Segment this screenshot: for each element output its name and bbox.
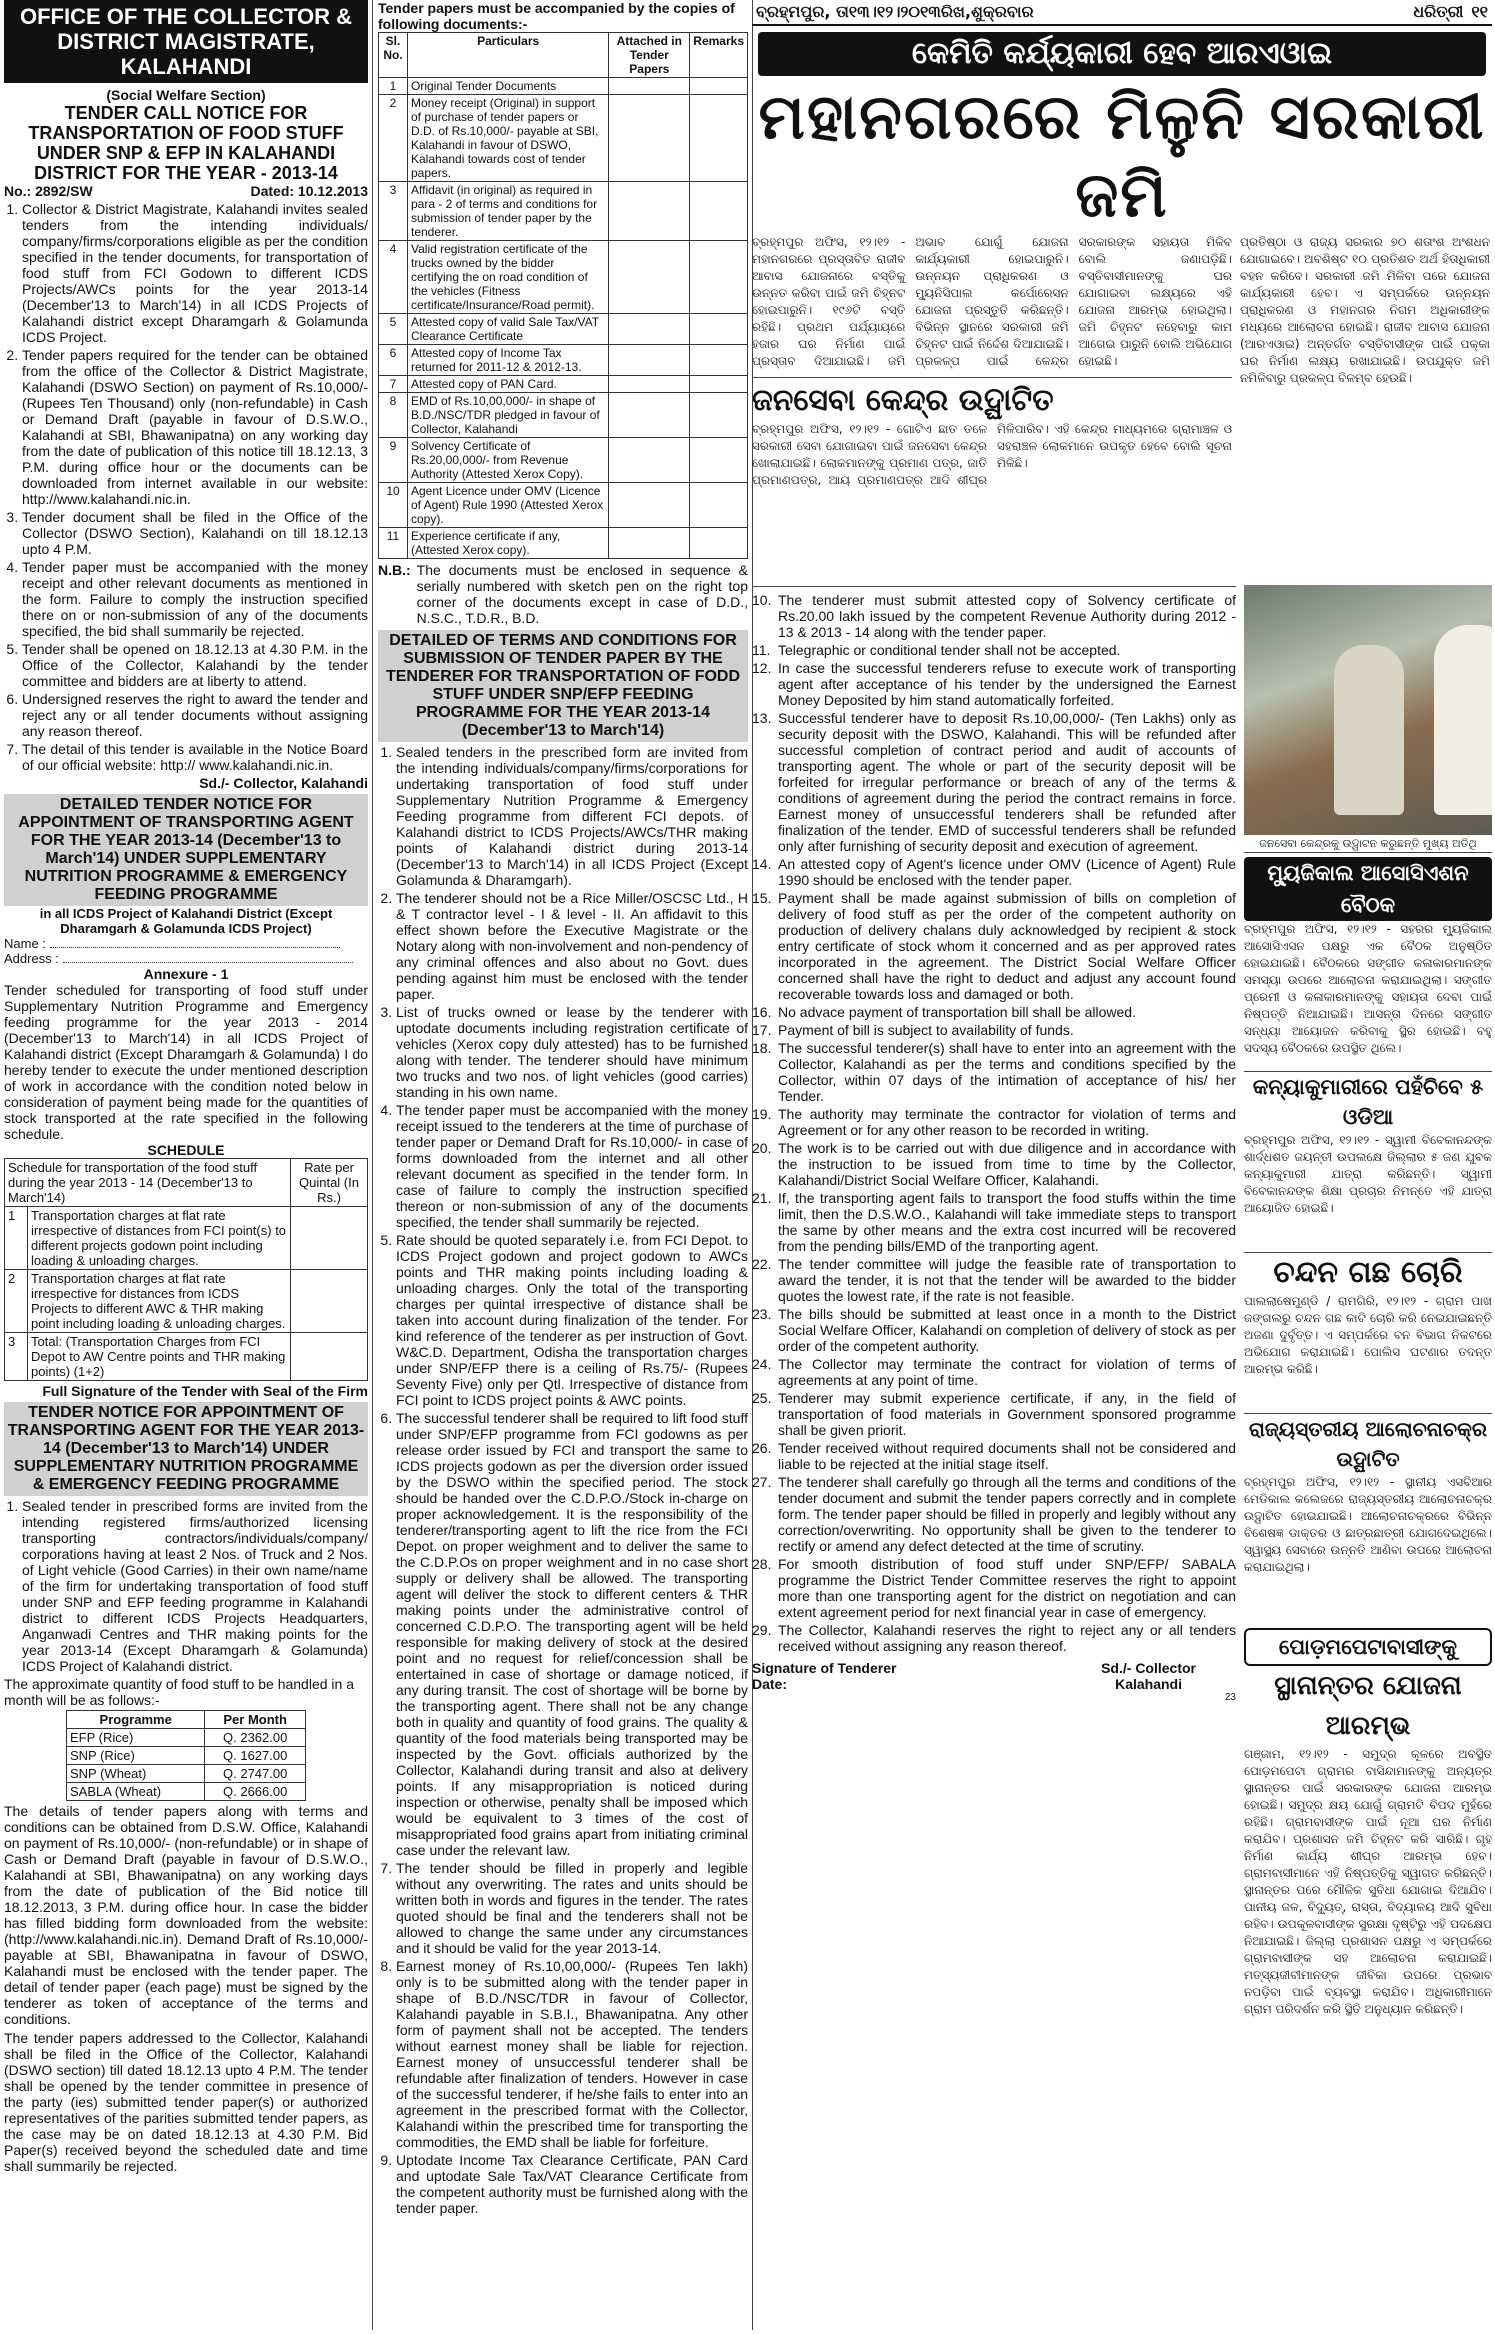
quantity-row	[67, 1783, 306, 1801]
side-body: ପ୍ରତିଷ୍ଠା ଓ ରାଜ୍ୟ ସରକାର ୭୦ ଶତାଂଶ ଅଂଶଧନ ଯୋଗାଇବେ। ଅବଶିଷ୍ଟ ୧୦ ପ୍ରତିଶତ ଅର୍ଥ ହିତାଧିକାରୀ ବହନ କରିବେ। ସରକାରୀ ଜମି ମିଳିବା ପରେ ଯୋଜନା କାର୍ଯ୍ୟକାରୀ ହେବ। ଏ ସମ୍ପର୍କରେ ଉନ୍ନୟନ ପ୍ରାଧିକରଣ ଓ ମହାନଗର ନିଗମ ଅଧିକାରୀଙ୍କ ମଧ୍ୟରେ ଆଲୋଚନା ହୋଇଛି। ରାଜୀବ ଆବାସ ଯୋଜନା (ଆରଏଓାଇ) ଅନ୍ତର୍ଗତ ବସ୍ତିବାସୀଙ୍କ ପାଇଁ ପକ୍କା ଘର ନିର୍ମାଣ ଲକ୍ଷ୍ୟ ରଖାଯାଇଛି। ଉପଯୁକ୍ତ ଜମି ନମିଳିବାରୁ ପ୍ରକଳ୍ପ ବିଳମ୍ବ ହେଉଛି।	[1240, 235, 1490, 385]
notice-item: 4. Tender paper must be accompanied with the money receipt and other relevant documents as mentioned in the form. Failure to comply the instruction specified there on or non-submission of any of the documents specified, the bid shall summarily be rejected.	[22, 559, 368, 639]
terms-item-number: 29.	[752, 1622, 772, 1638]
terms-item-text: No advace payment of transportation bill shall be allowed.	[778, 1004, 1136, 1020]
documents-row-remarks[interactable]	[690, 345, 748, 376]
masthead-right	[1413, 2, 1488, 22]
schedule-head-rate: Rate per Quintal (In Rs.)	[291, 1159, 368, 1207]
terms-item-continued	[752, 1440, 1236, 1472]
podam-body: ଗଞ୍ଜାମ, ୧୨।୧୨ - ସମୁଦ୍ର କୂଳରେ ଅବସ୍ଥିତ ପୋଡ଼ମପେଟା ଗ୍ରାମର ବାସିନ୍ଦାମାନଙ୍କୁ ଅନ୍ୟତ୍ର ସ୍ଥାନାନ୍ତର ପାଇଁ ସରକାରଙ୍କ ଯୋଜନା ଆରମ୍ଭ ହୋଇଛି। ସମୁଦ୍ର କ୍ଷୟ ଯୋଗୁଁ ଗ୍ରାମଟି ବିପଦ ମୁହଁରେ ରହିଛି। ଗ୍ରାମବାସୀଙ୍କ ପାଇଁ ନୂଆ ଘର ନିର୍ମାଣ କରାଯିବ। ପ୍ରଶାସନ ଜମି ଚିହ୍ନଟ କରି ସାରିଛି। ଗୃହ ନିର୍ମାଣ କାର୍ଯ୍ୟ ଶୀଘ୍ର ଆରମ୍ଭ ହେବ। ଗ୍ରାମବାସୀମାନେ ଏହି ନିଷ୍ପତ୍ତିକୁ ସ୍ୱାଗତ କରିଛନ୍ତି। ସ୍ଥାନାନ୍ତର ପରେ ମୌଳିକ ସୁବିଧା ଯୋଗାଇ ଦିଆଯିବ। ପାନୀୟ ଜଳ, ବିଦ୍ୟୁତ୍, ରାସ୍ତା, ବିଦ୍ୟାଳୟ ଆଦି ସୁବିଧା ରହିବ। ଉପକୂଳବାସୀଙ୍କ ସୁରକ୍ଷା ଦୃଷ୍ଟିରୁ ଏହି ପଦକ୍ଷେପ ନିଆଯାଇଛି। ଜିଲ୍ଲା ପ୍ରଶାସନ ପକ୍ଷରୁ ଏ ସମ୍ପର୍କରେ ଗ୍ରାମବାସୀଙ୍କ ସହ ଆଲୋଚନା କରାଯାଇଛି। ମତ୍ସ୍ୟଜୀବୀମାନଙ୍କ ଜୀବିକା ଉପରେ ପ୍ରଭାବ ନପଡ଼ିବା ପାଇଁ ବ୍ୟବସ୍ଥା କରାଯିବ। ଅଧିକାରୀମାନେ ଗ୍ରାମ ପରିଦର୍ଶନ କରି ସ୍ଥିତି ଅନୁଧ୍ୟାନ କରିଛନ୍ତି।	[1244, 1747, 1492, 2016]
documents-row-number: 2	[379, 95, 408, 182]
terms-item-continued	[752, 1556, 1236, 1620]
terms-item-continued	[752, 642, 1236, 658]
schedule-row-text: Total: (Transportation Charges from FCI Depot to AW Centre points and THR making points) (1+2)	[28, 1333, 291, 1381]
musical-headline: ମ୍ୟୁଜିକାଲ ଆସୋସିଏଶନ ବୈଠକ	[1244, 857, 1492, 921]
schedule-row-number: 1	[5, 1207, 28, 1270]
address-field[interactable]	[63, 962, 353, 963]
terms-item-number: 26.	[752, 1440, 772, 1456]
terms-item-text: The work is to be carried out with due diligence and in accordance with the instruction to be issued from time to time by the Collector, Kalahandi/District Social Welfare Officer, Kalahandi.	[778, 1140, 1236, 1188]
terms-item-number: 21.	[752, 1190, 772, 1206]
documents-row-number: 4	[379, 241, 408, 314]
name-line	[4, 936, 368, 951]
terms-item-continued	[752, 1256, 1236, 1304]
tender-signature	[752, 1660, 896, 1692]
documents-row-number: 3	[379, 182, 408, 241]
documents-row-text: Original Tender Documents	[408, 78, 609, 95]
documents-row-remarks[interactable]	[690, 528, 748, 559]
documents-row-text: Money receipt (Original) in support of purchase of tender papers or D.D. of Rs.10,000/- payable at SBI, Kalahandi in favour of DSWO, Kalahandi towards cost of tender papers.	[408, 95, 609, 182]
janaseva-headline: ଜନସେବା କେନ୍ଦ୍ର ଉଦ୍ଘାଟିତ	[752, 383, 1054, 418]
detailed-notice-title: DETAILED TENDER NOTICE FOR APPOINTMENT OF TRANSPORTING AGENT FOR THE YEAR 2013-14 (December'13 to March'14) UNDER SUPPLEMENTARY NUTRITION PROGRAMME & EMERGENCY FEEDING PROGRAMME	[4, 794, 368, 906]
documents-row-number: 8	[379, 393, 408, 438]
janaseva-body: ବ୍ରହ୍ମପୁର ଅଫିସ, ୧୨।୧୨ - ଗୋଟିଏ ଛାତ ତଳେ ସରକାରୀ ସେବା ଯୋଗାଇବା ପାଇଁ ଜନସେବା କେନ୍ଦ୍ର ଖୋଲାଯାଇଛି। ଲୋକମାନଙ୍କୁ ପ୍ରମାଣ ପତ୍ର, ଜାତି ପ୍ରମାଣପତ୍ର, ଆୟ ପ୍ରମାଣପତ୍ର ଆଦି ଶୀଘ୍ର ମିଳିପାରିବ। ଏହି କେନ୍ଦ୍ର ମାଧ୍ୟମରେ ଗ୍ରାମାଞ୍ଚଳ ଓ ସହରାଞ୍ଚଳ ଲୋକମାନେ ଉପକୃତ ହେବେ ବୋଲି ସୂଚନା ମିଳିଛି।	[752, 422, 1232, 487]
documents-row	[379, 528, 748, 559]
notice-items	[4, 201, 368, 773]
documents-row-attached[interactable]	[609, 393, 690, 438]
terms-item-number: 20.	[752, 1140, 772, 1156]
docs-head-remarks: Remarks	[690, 33, 748, 78]
terms-item-text: The tender committee will judge the feasible rate of transportation to award the tender, it is not that the tender will be awarded to the bidder quotes the lowest rate, if the rate is not feasible.	[778, 1256, 1236, 1304]
documents-row-remarks[interactable]	[690, 393, 748, 438]
office-title: OFFICE OF THE COLLECTOR & DISTRICT MAGISTRATE, KALAHANDI	[4, 0, 368, 83]
photo-caption: ଜନସେବା କେନ୍ଦ୍ରକୁ ଉଦ୍ଘାଟନ କରୁଛନ୍ତି ମୁଖ୍ୟ ଅତିଥି	[1244, 835, 1492, 853]
quantity-programme: SABLA (Wheat)	[67, 1783, 205, 1801]
terms-item: 5. Rate should be quoted separately i.e. from FCI Depot. to ICDS Project godown and project godown to AWCs points and THR making points including loading & unloading charges. Only the total of the transporting charges per quintal irrespective of distance shall be taken into account during finalization of the tender. For kind reference of the tenderer as per instruction of Govt. W&C.D. Department, Odisha the transportation charges under SNP/EFP there is a ceiling of Rs.75/- (Rupees Seventy Five) only per Qtl. Irrespective of distance from FCI point to ICDS project points & AWC points.	[396, 1232, 748, 1408]
approx-text: The approximate quantity of food stuff to be handled in a month will be as follows:-	[4, 1676, 354, 1708]
quantity-value: Q. 1627.00	[205, 1747, 306, 1765]
documents-row	[379, 345, 748, 376]
terms-item-continued	[752, 1306, 1236, 1354]
terms-item-number: 23.	[752, 1306, 772, 1322]
notice-item: 7. The detail of this tender is available in the Notice Board of our official website: http:// www.kalahandi.nic.in.	[22, 741, 368, 773]
terms-item-number: 19.	[752, 1106, 772, 1122]
second-notice-item: 1. Sealed tender in prescribed forms are invited from the intending registered firms/authorized licensing transporting contractors/individuals/company/ corporations having at least 2 Nos. of Truck and 2 Nos. of Light vehicle (Good Carries) in their own name/name of the firm for undertaking transportation of food stuff under SNP and EFP feeding programme in Kalahandi district to different ICDS Projects Headquarters, Anganwadi Centres and THR making points for the year 2013-14 (Except Dharamgarh & Golamunda) ICDS Project of Kalahandi district.	[22, 1498, 368, 1674]
terms-item-continued	[752, 592, 1236, 640]
terms-item-continued	[752, 1622, 1236, 1654]
documents-row	[379, 393, 748, 438]
terms-item: 3. List of trucks owned or lease by the tenderer with uptodate documents including registration certificate of vehicles (Xerox copy duly attested) has to be furnished along with tender. The tenderer should have minimum two trucks and two nos. of light vehicles (good carries) standing in his own name.	[396, 1004, 748, 1100]
terms-item: 4. The tender paper must be accompanied with the money receipt issued to the tenderers at the time of purchase of tender paper or Demand Draft for Rs.10,000/- in case of forms downloaded from the internet and all other relevant document as specified in the tender form. In case of failure to comply the instruction specified thereon or non-submission of any of the documents specified, the tender shall summarily be rejected.	[396, 1102, 748, 1230]
documents-row-number: 7	[379, 376, 408, 393]
documents-row-text: Solvency Certificate of Rs.20,00,000/- from Revenue Authority (Attested Xerox Copy).	[408, 438, 609, 483]
terms-item-number: 16.	[752, 1004, 772, 1020]
terms-item-number: 11.	[752, 642, 771, 658]
terms-item-number: 12.	[752, 660, 772, 676]
notice-item: 5. Tender shall be opened on 18.12.13 at 4.30 P.M. in the Office of the Collector, Kalahandi by the tender committee and bidders are at liberty to attend.	[22, 641, 368, 689]
quantity-programme: EFP (Rice)	[67, 1729, 205, 1747]
kanya-body: ବ୍ରହ୍ମପୁର ଅଫିସ, ୧୨।୧୨ - ସ୍ୱାମୀ ବିବେକାନନ୍ଦଙ୍କ ଶାର୍ଦ୍ଧଶତ ଜୟନ୍ତୀ ଉପଲକ୍ଷେ ଜିଲ୍ଲାର ୫ ଜଣ ଯୁବକ କନ୍ୟାକୁମାରୀ ଯାତ୍ରା କରିଛନ୍ତି। ସ୍ୱାମୀ ବିବେକାନନ୍ଦଙ୍କ ଶିକ୍ଷା ପ୍ରଚାର ନିମନ୍ତେ ଏହି ଯାତ୍ରା ଆୟୋଜିତ ହୋଇଛି।	[1244, 1133, 1492, 1215]
documents-row-remarks[interactable]	[690, 314, 748, 345]
nb-label: N.B.:	[378, 562, 411, 578]
name-label: Name :	[4, 936, 46, 951]
documents-row-attached[interactable]	[609, 376, 690, 393]
documents-row-text: Attested copy of valid Sale Tax/VAT Clearance Certificate	[408, 314, 609, 345]
documents-row	[379, 376, 748, 393]
terms-item-text: If, the transporting agent fails to transport the food stuffs within the time limit, then the D.S.W.O., Kalahandi will take immediate steps to transport the same by other means and the extra cost incurred will be recovered from the pending bills/EMD of the tranporting agent.	[778, 1190, 1236, 1254]
documents-row-number: 5	[379, 314, 408, 345]
annexure-title: Annexure - 1	[143, 966, 229, 982]
documents-row-remarks[interactable]	[690, 78, 748, 95]
terms-item-number: 13.	[752, 710, 772, 726]
documents-intro: Tender papers must be accompanied by the copies of following documents:-	[378, 0, 735, 32]
documents-row-remarks[interactable]	[690, 438, 748, 483]
terms-item-continued	[752, 1190, 1236, 1254]
schedule-row-number: 3	[5, 1333, 28, 1381]
documents-row-text: Attested copy of Income Tax returned for 2011-12 & 2012-13.	[408, 345, 609, 376]
documents-row-attached[interactable]	[609, 345, 690, 376]
lead-block	[752, 234, 1492, 582]
signature-place: Kalahandi	[1115, 1676, 1182, 1692]
lead-right	[1240, 234, 1490, 582]
docs-head-sl: Sl. No.	[379, 33, 408, 78]
terms-title: DETAILED OF TERMS AND CONDITIONS FOR SUBMISSION OF TENDER PAPER BY THE TENDERER FOR TRANSPORTATION OF FODD STUFF UNDER SNP/EFP FEEDING PROGRAMME FOR THE YEAR 2013-14 (December'13 to March'14)	[378, 630, 748, 742]
notice-item: 1. Collector & District Magistrate, Kalahandi invites sealed tenders from the intending individuals/ company/firms/corporations eligible as per the condition specified in the tender documents, for transportation of food stuff from FCI Godown to different ICDS Projects/AWCs points for the year 2013-14 (December'13 to March'14) in all ICDS Projects of Kalahandi district except Dharamgarh & Golamunda ICDS Project.	[22, 201, 368, 345]
collector-sign	[1101, 1660, 1196, 1692]
documents-row-attached[interactable]	[609, 241, 690, 314]
masthead-date: ବ୍ରହ୍ମପୁର, ତା୧୩।୧୨।୨୦୧୩ରିଖ,ଶୁକ୍ରବାର	[756, 2, 1034, 21]
middle-column	[374, 0, 753, 2330]
documents-row-number: 9	[379, 438, 408, 483]
terms-item-number: 14.	[752, 856, 772, 872]
notice-number: No.: 2892/SW	[4, 183, 93, 199]
news-right	[1244, 586, 1492, 2216]
schedule-row	[5, 1270, 368, 1333]
terms-item: 6. The successful tenderer shall be required to lift food stuff under SNP/EFP programme from FCI godowns as per release order issued by FCI and transport the same to ICDS projects godown as per the diversion order issued by the DSWO within the specified period. The stock should be handed over the C.D.P.O./Stock in-charge on proper acknowledgement. It is the responsibility of the tenderer/transporting agent to lift the rice from the FCI Depot. on proper weighment and to deliver the same to the C.D.P.Os on proper weighment and in no case short supply or delivery shall be allowed. The transporting agent will deliver the stock to different centers & THR making points under the administrative control of concerned C.D.P.O. The transporting agent will be held responsible for making delivery of stock at the desired point and no request for relief/concession shall be entertained in case of shortage or damage noticed, if any during transit. The cost of shortage will be borne by the transporting agent. There shall not be any change both in quality and quantity of food grains. The quality & quantity of the food materials being transported may be inspected by the Govt. officials authorized by the Collector, Kalahandi during transit and also at delivery points. If any misappropriation is noticed during inspection or otherwise, penalty shall be imposed which would be equivalent to 3 times of the cost of misappropriated food grains apart from initiating criminal case under the relevant law.	[396, 1410, 748, 1858]
notice-item: 6. Undersigned reserves the right to award the tender and reject any or all tender documents without assigning any reason thereof.	[22, 691, 368, 739]
terms-item-text: The Collector, Kalahandi reserves the right to reject any or all tenders received without assigning any reason thereof.	[778, 1622, 1236, 1654]
musical-body: ବ୍ରହ୍ମପୁର ଅଫିସ, ୧୨।୧୨ - ସହରର ମ୍ୟୁଜିକାଲ ଆସୋସିଏସନ ପକ୍ଷରୁ ଏକ ବୈଠକ ଅନୁଷ୍ଠିତ ହୋଇଯାଇଛି। ବୈଠକରେ ସଙ୍ଗୀତ କଳାକାରମାନଙ୍କ ସମସ୍ୟା ଉପରେ ଆଲୋଚନା କରାଯାଇଥିଲା। ସଙ୍ଗୀତ ପ୍ରେମୀ ଓ କଳାକାରମାନଙ୍କୁ ସହାୟତା ଦେବା ପାଇଁ ନିଷ୍ପତ୍ତି ନିଆଯାଇଛି। ଆସନ୍ତା ଦିନରେ ସଙ୍ଗୀତ ସନ୍ଧ୍ୟା ଆୟୋଜନ କରିବାକୁ ସ୍ଥିର ହୋଇଛି। ବହୁ ସଦସ୍ୟ ବୈଠକରେ ଉପସ୍ଥିତ ଥିଲେ।	[1244, 922, 1492, 1055]
tender-continued	[752, 586, 1236, 2216]
terms-item-number: 17.	[752, 1022, 772, 1038]
documents-row-remarks[interactable]	[690, 241, 748, 314]
page-number: ୧୧	[1471, 2, 1488, 21]
terms-item: 9. Uptodate Income Tax Clearance Certificate, PAN Card and uptodate Sale Tax/VAT Clearance Certificate from the competent authority must be furnished along with the tender paper.	[396, 2152, 748, 2216]
terms-item-text: An attested copy of Agent's licence under OMV (Licence of Agent) Rule 1990 should be enclosed with the tender paper.	[778, 856, 1236, 888]
documents-row-attached[interactable]	[609, 78, 690, 95]
terms-item-number: 18.	[752, 1040, 772, 1056]
terms-item-text: The successful tenderer(s) shall have to enter into an agreement with the Collector, Kalahandi as per the terms and conditions specified by the Collector, within 07 days of the intimation of acceptance of his/ her Tender.	[778, 1040, 1236, 1104]
documents-row-remarks[interactable]	[690, 376, 748, 393]
nb-text: The documents must be enclosed in sequence & serially numbered with sketch pen on the right top corner of the documents except in case of D.D., N.S.C., T.D.R., B.D.	[416, 562, 748, 626]
collector-signature: Sd./- Collector, Kalahandi	[199, 775, 368, 791]
terms-item-text: Payment of bill is subject to availability of funds.	[778, 1022, 1074, 1038]
schedule-head-desc: Schedule for transportation of the food stuff during the year 2013 - 14 (December'13 to March'14)	[5, 1159, 291, 1207]
lower-block	[752, 586, 1492, 2216]
section-label: (Social Welfare Section)	[106, 87, 266, 103]
terms-item-continued	[752, 890, 1236, 1002]
schedule-row-rate[interactable]	[291, 1270, 368, 1333]
full-signature-label: Full Signature of the Tender with Seal of the Firm	[42, 1383, 368, 1399]
quantity-row	[67, 1729, 306, 1747]
lead-left	[752, 234, 1232, 582]
terms-item-text: Tender received without required documents shall not be considered and liable to be rejected at the initial stage itself.	[778, 1440, 1236, 1472]
qty-head-month: Per Month	[205, 1711, 306, 1729]
address-line	[4, 951, 368, 966]
terms-item-text: Successful tenderer have to deposit Rs.10,00,000/- (Ten Lakhs) only as security deposit with the DSWO, Kalahandi. This will be refunded after successful completion of contract period and audit of accounts of transporting agent. The whole or part of the security deposit will be forfeited for irregular performance or breach of any of the terms & conditions of agreement during the period the contract remains in force. Earnest money of unsuccessful tenderers shall be refunded after finalization of the tender. EMD of successful tenderers shall be refunded only after furnishing of security deposit and execution of agreement.	[778, 710, 1236, 854]
documents-row-attached[interactable]	[609, 483, 690, 528]
quantity-programme: SNP (Wheat)	[67, 1765, 205, 1783]
lead-body: ବ୍ରହ୍ମପୁର ଅଫିସ, ୧୨।୧୨ - ମହାନଗରରେ ପ୍ରସ୍ତାବିତ ରାଜୀବ ଆବାସ ଯୋଜନାରେ ବସ୍ତିକୁ ଉନ୍ନତ କରିବା ପାଇଁ ଜମି ଚିହ୍ନଟ ହୋଇପାରୁନି। ୧୯୬ଟି ବସ୍ତି ରହିଛି। ପ୍ରଥମ ପର୍ଯ୍ୟାୟରେ ହଜାର ଘର ନିର୍ମାଣ ପାଇଁ ପ୍ରସ୍ତାବ ଦିଆଯାଇଛି। ଜମି ଅଭାବ ଯୋଗୁଁ ଯୋଜନା କାର୍ଯ୍ୟକାରୀ ହୋଇପାରୁନି। ଉନ୍ନୟନ ପ୍ରାଧିକରଣ ଓ ମ୍ୟୁନିସିପାଲ କର୍ପୋରେସନ ଯୋଜନା ପ୍ରସ୍ତୁତି କରିଛନ୍ତି। ବିଭିନ୍ନ ସ୍ଥାନରେ ସରକାରୀ ଜମି ଚିହ୍ନଟ ପାଇଁ ନିର୍ଦ୍ଦେଶ ଦିଆଯାଇଛି। ପ୍ରକଳ୍ପ ପାଇଁ କେନ୍ଦ୍ର ସରକାରଙ୍କ ସହାୟତା ମିଳିବ ବୋଲି ଜଣାପଡ଼ିଛି। ବସ୍ତିବାସୀମାନଙ୍କୁ ଘର ଯୋଗାଇବା ଲକ୍ଷ୍ୟରେ ଏହି ଯୋଜନା ଆରମ୍ଭ ହୋଇଥିଲା। ଜମି ଚିହ୍ନଟ ନହେବାରୁ କାମ ଆଗେଇ ପାରୁନି ବୋଲି ଅଭିଯୋଗ ହୋଇଛି।	[752, 235, 1232, 368]
terms-item-continued	[752, 1004, 1236, 1020]
terms-item-text: The bills should be submitted at least once in a month to the District Social Welfare Officer, Kalahandi on completion of delivery of stock as per order of the competent authority.	[778, 1306, 1236, 1354]
documents-row-text: EMD of Rs.10,00,000/- in shape of B.D./NSC/TDR pledged in favour of Collector, Kalahandi	[408, 393, 609, 438]
terms-item-number: 27.	[752, 1474, 772, 1490]
terms-item-text: The authority may terminate the contractor for violation of terms and Agreement or for any other reason to be recorded in writing.	[778, 1106, 1236, 1138]
schedule-row	[5, 1207, 368, 1270]
schedule-row-text: Transportation charges at flat rate irrespective for distances from ICDS Projects to different AWC & THR making point including loading & unloading charges.	[28, 1270, 291, 1333]
signature-tenderer-label: Signature of Tenderer	[752, 1660, 897, 1676]
footer-number: 23	[1224, 1692, 1236, 1703]
documents-row	[379, 438, 748, 483]
quantity-row	[67, 1765, 306, 1783]
quantity-value: Q. 2747.00	[205, 1765, 306, 1783]
documents-row-number: 11	[379, 528, 408, 559]
documents-row-attached[interactable]	[609, 314, 690, 345]
notice-title: TENDER CALL NOTICE FOR TRANSPORTATION OF FOOD STUFF UNDER SNP & EFP IN KALAHANDI DISTRICT FOR THE YEAR - 2013-14	[28, 103, 344, 183]
qty-head-programme: Programme	[67, 1711, 205, 1729]
left-column	[4, 0, 373, 2330]
terms-item-text: Telegraphic or conditional tender shall not be accepted.	[778, 642, 1121, 658]
terms-item: 7. The tender should be filled in properly and legible without any overwriting. The rates and units should be written both in words and figures in the tender. The rates quoted should be final and the tenderers shall not be allowed to change the same under any circumstances and it should be valid for the year 2013-14.	[396, 1860, 748, 1956]
annexure-text: Tender scheduled for transporting of food stuff under Supplementary Nutrition Programme and Emergency feeding programme for the year 2013 - 2014 (December'13 to March'14) in all ICDS Project of Kalahandi district (Except Dharamgarh & Golamunda) I do hereby tender to execute the under mentioned description of work in accordance with the condition noted below in consideration of payment being made for the quantities of stock transported at the rate specified in the following schedule.	[4, 982, 368, 1142]
rajya-headline: ରାଜ୍ୟସ୍ତରୀୟ ଆଲୋଚନାଚକ୍ର ଉଦ୍ଘାଟିତ	[1244, 1413, 1492, 1474]
terms-item: 1. Sealed tenders in the prescribed form are invited from the intending individuals/company/firms/corporations for undertaking transportation of food stuff under Supplementary Nutrition Programme & Emergency Feeding programme from different FCI depots. of Kalahandi district to ICDS Projects/AWCs/THR making points of Kalahandi district during 2013-14 (December'13 to March'14) in all ICDS Project (Except Golamunda & Dharamgarh).	[396, 744, 748, 888]
closing-paragraph-2: The tender papers addressed to the Collector, Kalahandi shall be filed in the Office of the Collector, Kalahandi (DSWO section) till dated 18.12.13 upto 4 P.M. The tender shall be opened by the tender committee in presence of the party (ies) submitted tender paper(s) or authorized representatives of the parities submitted tender papers, as the case may be on dated 18.12.13 at 4.30 P.M. Bid Paper(s) received beyond the scheduled date and time shall summarily be rejected.	[4, 2030, 368, 2174]
documents-row	[379, 314, 748, 345]
terms-item: 2. The tenderer should not be a Rice Miller/OSCSC Ltd., H & T contractor level - I & level - II. An affidavit to this effect shown before the Executive Magistrate or the Notary along with non-involvement and non-pendency of any criminal offences and also about no Govt. dues pending against him must be enclosed with the tender paper.	[396, 890, 748, 1002]
schedule-row-text: Transportation charges at flat rate irrespective of distances from FCI point(s) to different projects godown point including loading & unloading charges.	[28, 1207, 291, 1270]
documents-row-text: Experience certificate if any, (Attested Xerox copy).	[408, 528, 609, 559]
schedule-row-rate[interactable]	[291, 1333, 368, 1381]
terms-item-continued	[752, 1390, 1236, 1438]
terms-item-continued	[752, 1106, 1236, 1138]
terms-item-number: 24.	[752, 1356, 772, 1372]
terms-item-continued	[752, 710, 1236, 854]
terms-item-text: Tenderer may submit experience certificate, if any, in the field of transportation of food materials in Government sponsored programme shall be given priorit.	[778, 1390, 1236, 1438]
documents-row	[379, 241, 748, 314]
name-field[interactable]	[50, 947, 340, 948]
documents-row-text: Attested copy of PAN Card.	[408, 376, 609, 393]
notice-date: Dated: 10.12.2013	[250, 183, 368, 199]
lead-kicker: କେମିତି କର୍ଯ୍ୟକାରୀ ହେବ ଆରଏଓାଇ	[758, 32, 1486, 76]
documents-table	[378, 32, 748, 559]
documents-row-text: Agent Licence under OMV (Licence of Agent) Rule 1990 (Attested Xerox copy).	[408, 483, 609, 528]
documents-row-attached[interactable]	[609, 438, 690, 483]
terms-item-continued	[752, 1356, 1236, 1388]
terms-item-number: 15.	[752, 890, 772, 906]
documents-row-remarks[interactable]	[690, 95, 748, 182]
quantity-programme: SNP (Rice)	[67, 1747, 205, 1765]
lead-headline: ମହାନଗରରେ ମିଳୁନି ସରକାରୀ ଜମି	[758, 80, 1486, 231]
docs-head-attached: Attached in Tender Papers	[609, 33, 690, 78]
right-column	[752, 0, 1492, 2330]
terms-list	[378, 744, 748, 2216]
masthead	[752, 0, 1492, 26]
terms-item-text: For smooth distribution of food stuff under SNP/EFP/ SABALA programme the District Tender Committee reserves the right to appoint more than one transporting agent for the district on negotiation and can extent agreement period for next financial year in case of emergency.	[778, 1556, 1236, 1620]
documents-row	[379, 78, 748, 95]
kanya-headline: କନ୍ୟାକୁମାରୀରେ ପହଁଚିବେ ୫ ଓଡିଆ	[1244, 1071, 1492, 1132]
news-photo	[1244, 585, 1492, 835]
documents-row-number: 10	[379, 483, 408, 528]
quantity-table	[66, 1710, 306, 1801]
terms-item: 8. Earnest money of Rs.10,00,000/- (Rupees Ten lakh) only is to be submitted along with the tender paper in shape of B.D./NSC/TDR in favour of Collector, Kalahandi payable in S.B.I., Bhawanipatna. Any other form of payment shall not be accepted. The tenders without earnest money shall be liable for rejection. Earnest money of unsuccessful tenderer shall be refundable after finalization of tenders. However in case of the successful tenderer, if he/she fails to enter into an agreement in the prescribed format with the Collector, Kalahandi within the prescribed time for transporting the commodities, the EMD shall be liable for forfeiture.	[396, 1958, 748, 2150]
schedule-title: SCHEDULE	[147, 1142, 225, 1158]
schedule-row-number: 2	[5, 1270, 28, 1333]
chandan-body: ପାଲଲାଷେମୁଣ୍ଡି / ରାମଗିରି, ୧୨।୧୨ - ଗ୍ରାମ ପାଖ ଜଙ୍ଗଲରୁ ଚନ୍ଦନ ଗଛ କାଟି ଚୋରି କରି ନେଇଯାଇଛନ୍ତି ଅଜଣା ଦୁର୍ବୃତ୍ତ। ଏ ସମ୍ପର୍କରେ ବନ ବିଭାଗ ନିକଟରେ ଅଭିଯୋଗ କରାଯାଇଛି। ପୋଲିସ ଘଟଣାର ତଦନ୍ତ ଆରମ୍ଭ କରିଛି।	[1244, 1294, 1492, 1376]
terms-item-number: 10.	[752, 592, 772, 608]
terms-item-continued	[752, 660, 1236, 708]
schedule-table	[4, 1158, 368, 1381]
notice-ref	[4, 183, 368, 199]
podam-headline-1: ପୋଡ଼ମପେଟାବାସୀଙ୍କୁ	[1244, 1628, 1492, 1666]
closing-paragraph-1: The details of tender papers along with terms and conditions can be obtained from D.S.W. Office, Kalahandi on payment of Rs.10,000/- (non-refundable) or in shape of Cash or Demand Draft (payable in favour of D.S.W.O., Kalahandi at SBI, Bhawanipatna) on any working days from the date of publication of the Bid notice till 18.12.2013, 3 P.M. during office hour. In case the bidder has filled bidding form downloaded from the website: (http://www.kalahandi.nic.in). Demand Draft of Rs.10,000/- payable at SBI, Bhawanipatna in favour of DSWO, Kalahandi must be enclosed with the tender paper. The detail of tender paper (each page) must be signed by the tenderer as token of acceptance of the terms and conditions.	[4, 1803, 368, 2027]
terms-item-text: In case the successful tenderers refuse to execute work of transporting agent after acceptance of his tender by the undersigned the Earnest Money Deposited by him stand automatically forfeited.	[778, 660, 1236, 708]
terms-item-continued	[752, 1022, 1236, 1038]
documents-row-remarks[interactable]	[690, 483, 748, 528]
address-label: Address :	[4, 951, 59, 966]
notice-item: 3. Tender document shall be filed in the Office of the Collector (DSWO Section), Kalahandi on till 18.12.13 upto 4 P.M.	[22, 509, 368, 557]
documents-row-remarks[interactable]	[690, 182, 748, 241]
documents-row-number: 6	[379, 345, 408, 376]
chandan-headline: ଚନ୍ଦନ ଗଛ ଚୋରି	[1244, 1252, 1492, 1293]
documents-row	[379, 182, 748, 241]
signature-collector: Sd./- Collector	[1101, 1660, 1196, 1676]
second-notice-title: TENDER NOTICE FOR APPOINTMENT OF TRANSPORTING AGENT FOR THE YEAR 2013-14 (December'13 to March'14) UNDER SUPPLEMENTARY NUTRITION PROGRAMME & EMERGENCY FEEDING PROGRAMME	[4, 1402, 368, 1496]
terms-item-text: Payment shall be made against submission of bills on completion of delivery of food stuff as per the order of the competent authority on production of delivery chalans duly acknowledged by recipient & stock entry certificate of stock whom it concerned and as per approved rates incorporated in the agreement. The District Social Welfare Officer concerned shall have the right to deduct and adjust any account found recoverable towards loss and damaged or both.	[778, 890, 1236, 1002]
schedule-row-rate[interactable]	[291, 1207, 368, 1270]
schedule-row	[5, 1333, 368, 1381]
documents-row-attached[interactable]	[609, 95, 690, 182]
terms-item-number: 28.	[752, 1556, 772, 1572]
terms-item-number: 22.	[752, 1256, 772, 1272]
documents-row-text: Valid registration certificate of the trucks owned by the bidder certifying the on road condition of the vehicles (Fitness certificate/Insurance/Road permit).	[408, 241, 609, 314]
signature-block	[752, 1660, 1236, 1692]
docs-head-particulars: Particulars	[408, 33, 609, 78]
detailed-notice-sub: in all ICDS Project of Kalahandi District (Except Dharamgarh & Golamunda ICDS Project)	[39, 906, 333, 936]
documents-row-number: 1	[379, 78, 408, 95]
terms-item-number: 25.	[752, 1390, 772, 1406]
terms-list-continued	[752, 592, 1236, 1654]
terms-item-text: The tenderer must submit attested copy of Solvency certificate of Rs.20.00 lakh issued by the competent Revenue Authority during 2012 - 13 & 2013 - 14 along with the tender paper.	[778, 592, 1236, 640]
terms-item-continued	[752, 1140, 1236, 1188]
rajya-body: ବ୍ରହ୍ମପୁର ଅଫିସ, ୧୨।୧୨ - ସ୍ଥାନୀୟ ଏସବିଆର ମେଡିକାଲ କଲେଜରେ ରାଜ୍ୟସ୍ତରୀୟ ଆଲୋଚନାଚକ୍ର ଉଦ୍ଘାଟିତ ହୋଇଯାଇଛି। ଆଲୋଚନାଚକ୍ରରେ ବିଭିନ୍ନ ବିଶେଷଜ୍ଞ ଡାକ୍ତର ଓ ଛାତ୍ରଛାତ୍ରୀ ଯୋଗଦେଇଥିଲେ। ସ୍ୱାସ୍ଥ୍ୟ ସେବାରେ ଉନ୍ନତି ଆଣିବା ଉପରେ ଆଲୋଚନା କରାଯାଇଥିଲା।	[1244, 1475, 1492, 1574]
documents-row	[379, 95, 748, 182]
masthead-name: ଧରିତ୍ରୀ	[1413, 2, 1464, 21]
documents-row-attached[interactable]	[609, 182, 690, 241]
quantity-row	[67, 1747, 306, 1765]
nb-note	[378, 562, 748, 626]
terms-item-text: The tenderer shall carefully go through all the terms and conditions of the tender document and submit the tender papers correctly and in complete form. The tender paper should be filled in properly and legibly without any correction/overwriting. No opportunity shall be given to the tenderer to rectify or amend any defect detected at the time of scrutiny.	[778, 1474, 1236, 1554]
terms-item-continued	[752, 1040, 1236, 1104]
quantity-value: Q. 2666.00	[205, 1783, 306, 1801]
signature-date-label: Date:	[752, 1676, 788, 1692]
documents-row-attached[interactable]	[609, 528, 690, 559]
documents-row	[379, 483, 748, 528]
quantity-value: Q. 2362.00	[205, 1729, 306, 1747]
terms-item-text: The Collector may terminate the contract for violation of terms of agreements at any point of time.	[778, 1356, 1236, 1388]
terms-item-continued	[752, 856, 1236, 888]
documents-row-text: Affidavit (in original) as required in para - 2 of terms and conditions for submission of tender paper by the tenderer.	[408, 182, 609, 241]
terms-item-continued	[752, 1474, 1236, 1554]
podam-headline-2: ସ୍ଥାନାନ୍ତର ଯୋଜନା ଆରମ୍ଭ	[1274, 1671, 1462, 1741]
notice-item: 2. Tender papers required for the tender can be obtained from the office of the Collector & District Magistrate, Kalahandi (DSWO Section) on payment of Rs.10,000/- (Rupees Ten Thousand) only (non-refundable) in Cash or Demand Draft (payable in favour of D.S.W.O., Kalahandi at SBI, Bhawanipatna) on any working day from the date of publication of this notice till 18.12.13, 3 P.M. during office hour or the documents can be downloaded from internet available in our website: http://www.kalahandi.nic.in.	[22, 347, 368, 507]
